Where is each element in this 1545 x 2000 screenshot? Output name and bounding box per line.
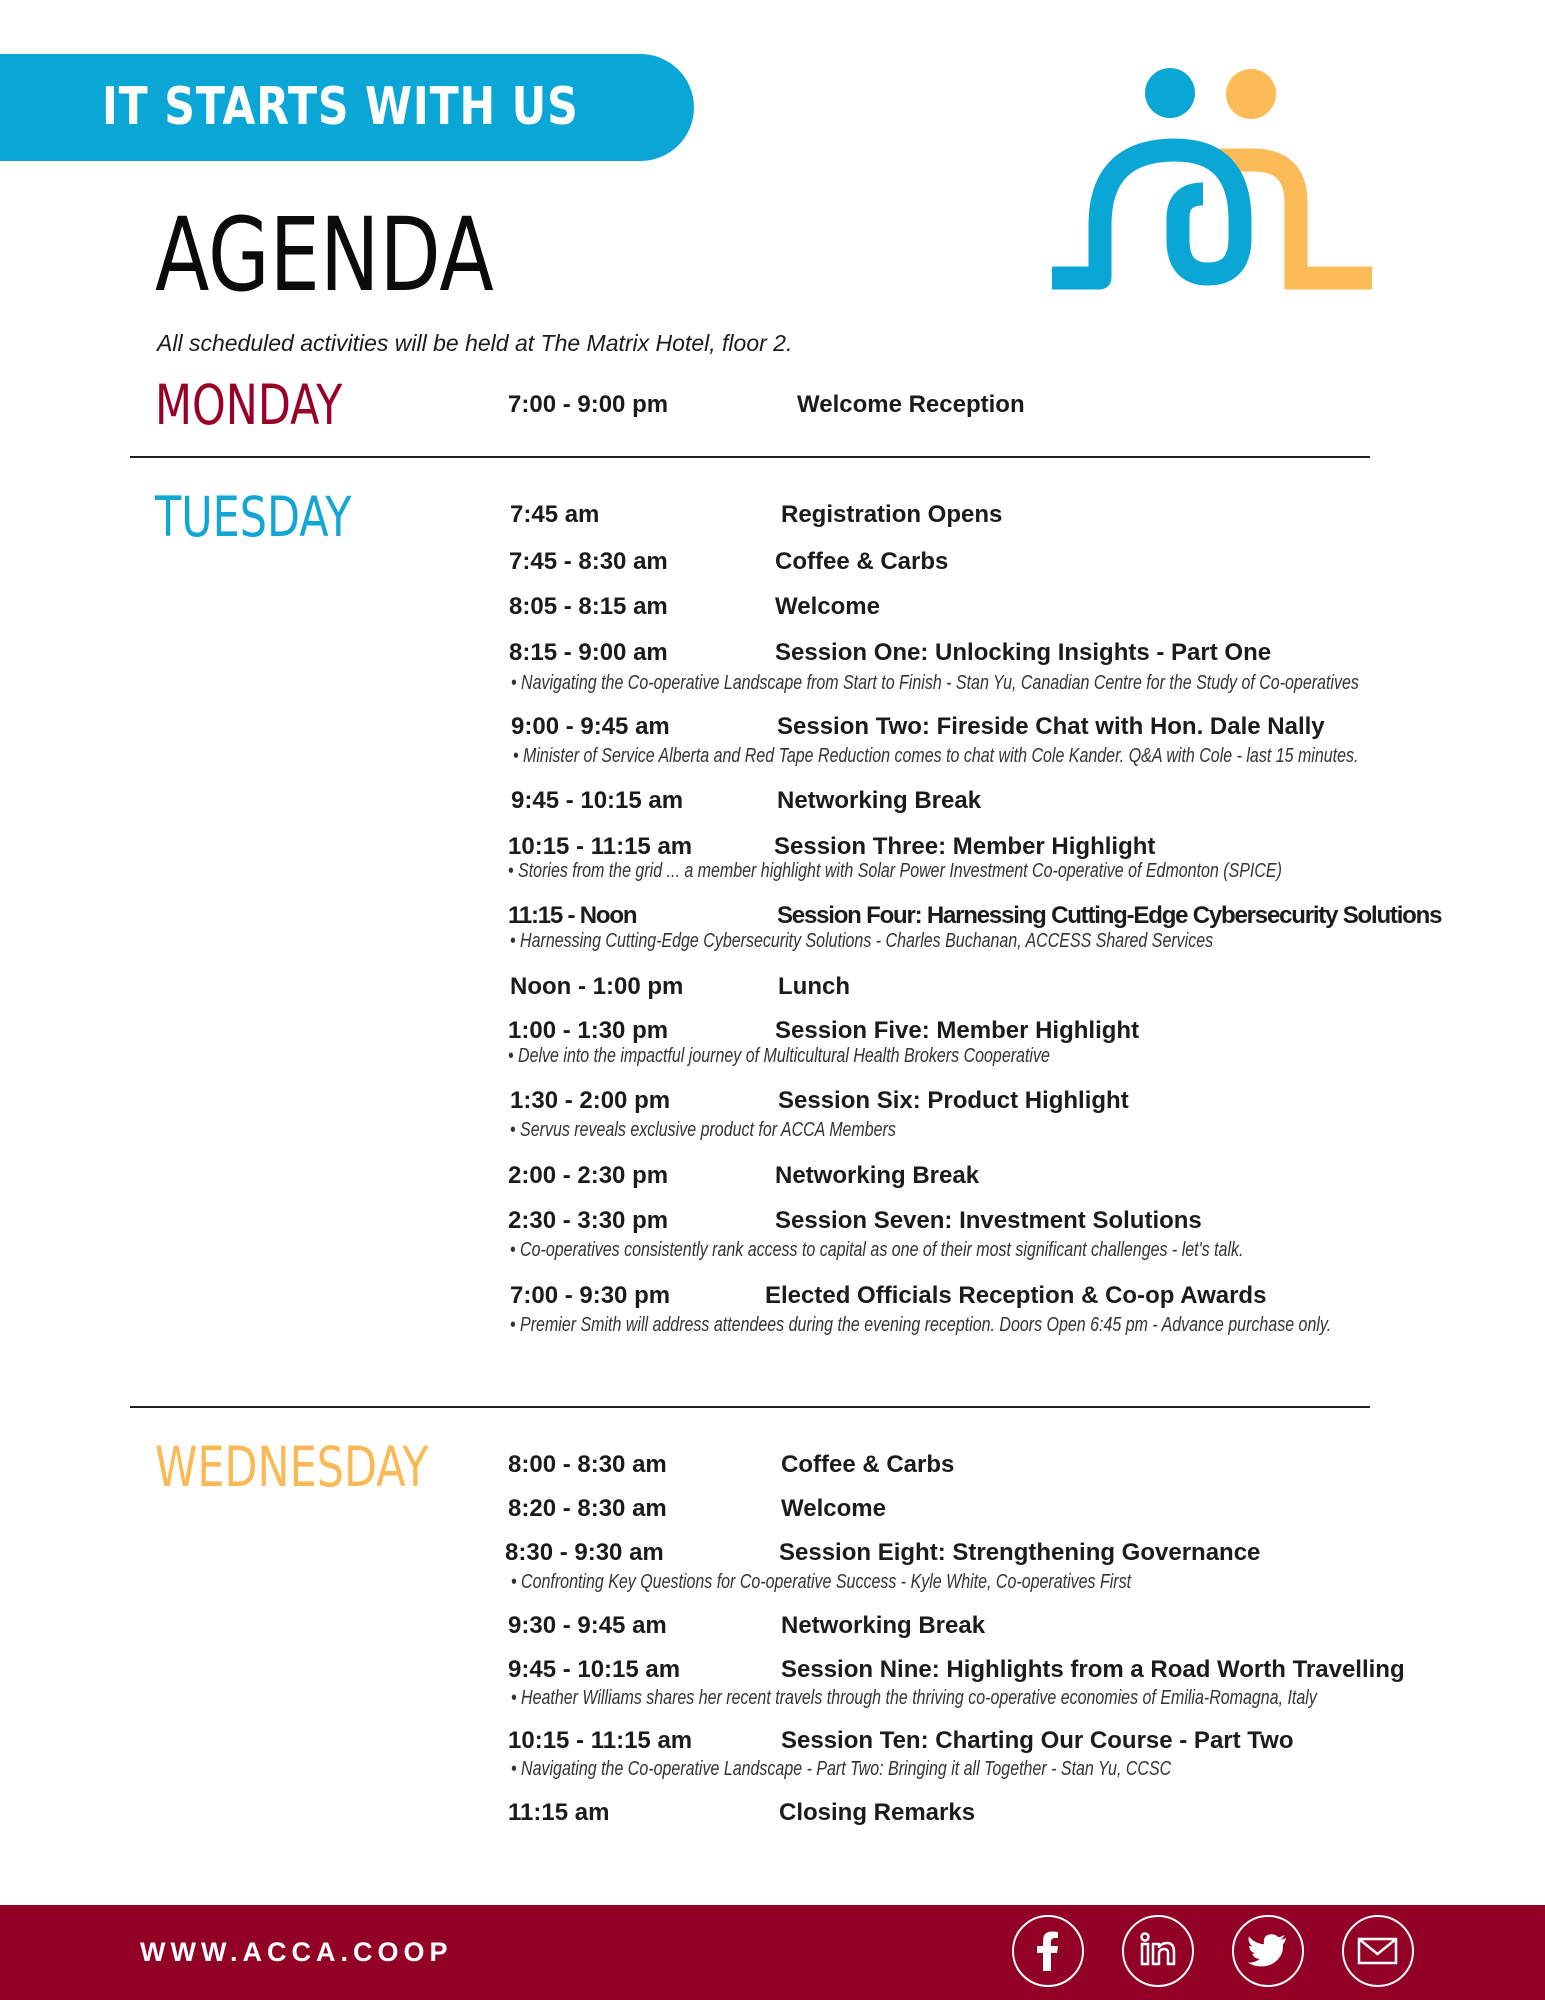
divider [130, 1406, 1370, 1408]
agenda-time: 8:30 - 9:30 am [505, 1539, 664, 1566]
agenda-time: 7:00 - 9:30 pm [510, 1282, 671, 1309]
agenda-event: Session Seven: Investment Solutions [775, 1207, 1202, 1234]
agenda-event: Closing Remarks [779, 1799, 976, 1826]
agenda-note: • Stories from the grid ... a member highlight with Solar Power Investment Co-operative of Edmonton (SPICE) [508, 860, 1282, 882]
agenda-time: 9:45 - 10:15 am [508, 1656, 681, 1683]
agenda-event: Welcome [775, 593, 880, 620]
header-banner [0, 54, 694, 161]
agenda-event: Elected Officials Reception & Co-op Awards [765, 1282, 1267, 1309]
agenda-note: • Navigating the Co-operative Landscape - Part Two: Bringing it all Together - Stan Yu, CCSC [511, 1758, 1172, 1780]
agenda-note: • Co-operatives consistently rank access to capital as one of their most significant challenges - let's talk. [510, 1239, 1244, 1261]
agenda-time: 8:15 - 9:00 am [509, 639, 668, 666]
agenda-time: 8:00 - 8:30 am [508, 1451, 667, 1478]
twitter-icon[interactable] [1232, 1915, 1304, 1987]
agenda-time: 2:30 - 3:30 pm [508, 1207, 669, 1234]
agenda-time: 7:45 am [510, 501, 600, 528]
day-heading-monday: MONDAY [155, 373, 343, 437]
agenda-time: Noon - 1:00 pm [510, 973, 684, 1000]
agenda-event: Coffee & Carbs [781, 1451, 955, 1478]
agenda-time: 11:15 am [508, 1799, 610, 1826]
agenda-event: Session Six: Product Highlight [778, 1087, 1129, 1114]
day-heading-wednesday: WEDNESDAY [155, 1435, 429, 1499]
banner-text: IT STARTS WITH US [102, 77, 579, 137]
agenda-note: • Confronting Key Questions for Co-operative Success - Kyle White, Co-operatives First [511, 1571, 1132, 1593]
agenda-time: 2:00 - 2:30 pm [508, 1162, 669, 1189]
agenda-time: 9:45 - 10:15 am [511, 787, 684, 814]
day-heading-tuesday: TUESDAY [155, 485, 352, 549]
agenda-time: 7:00 - 9:00 pm [508, 391, 669, 418]
agenda-event: Coffee & Carbs [775, 548, 949, 575]
agenda-event: Session Eight: Strengthening Governance [779, 1539, 1261, 1566]
agenda-time: 10:15 - 11:15 am [508, 833, 693, 860]
agenda-event: Session One: Unlocking Insights - Part One [775, 639, 1272, 666]
footer-bar [0, 1905, 1545, 2000]
agenda-event: Session Two: Fireside Chat with Hon. Dale Nally [777, 713, 1325, 740]
facebook-icon[interactable] [1012, 1915, 1084, 1987]
agenda-event: Networking Break [777, 787, 982, 814]
agenda-time: 8:20 - 8:30 am [508, 1495, 667, 1522]
agenda-event: Session Nine: Highlights from a Road Worth Travelling [781, 1656, 1405, 1683]
agenda-event: Lunch [778, 973, 850, 1000]
agenda-event: Welcome Reception [797, 391, 1025, 418]
agenda-time: 1:00 - 1:30 pm [508, 1017, 669, 1044]
agenda-event: Session Three: Member Highlight [774, 833, 1156, 860]
linkedin-icon[interactable] [1122, 1915, 1194, 1987]
venue-subtitle: All scheduled activities will be held at The Matrix Hotel, floor 2. [157, 330, 793, 356]
agenda-event: Networking Break [781, 1612, 986, 1639]
agenda-event: Welcome [781, 1495, 886, 1522]
page-title: AGENDA [155, 196, 494, 315]
agenda-note: • Servus reveals exclusive product for ACCA Members [510, 1119, 896, 1141]
agenda-event: Networking Break [775, 1162, 980, 1189]
agenda-time: 8:05 - 8:15 am [509, 593, 668, 620]
agenda-time: 1:30 - 2:00 pm [510, 1087, 671, 1114]
agenda-note: • Premier Smith will address attendees during the evening reception. Doors Open 6:45 pm - Advance purchase only. [510, 1314, 1332, 1336]
agenda-event: Registration Opens [781, 501, 1003, 528]
divider [130, 456, 1370, 458]
agenda-time: 9:00 - 9:45 am [511, 713, 670, 740]
agenda-event: Session Ten: Charting Our Course - Part Two [781, 1727, 1294, 1754]
agenda-event: Session Five: Member Highlight [775, 1017, 1140, 1044]
agenda-note: • Navigating the Co-operative Landscape from Start to Finish - Stan Yu, Canadian Centre for the Study of Co-operatives [511, 672, 1359, 694]
agenda-time: 9:30 - 9:45 am [508, 1612, 667, 1639]
agenda-event: Session Four: Harnessing Cutting-Edge Cybersecurity Solutions [777, 902, 1442, 929]
agenda-note: • Delve into the impactful journey of Multicultural Health Brokers Cooperative [508, 1045, 1050, 1067]
agenda-note: • Harnessing Cutting-Edge Cybersecurity Solutions - Charles Buchanan, ACCESS Shared Services [510, 930, 1214, 952]
agenda-time: 10:15 - 11:15 am [508, 1727, 693, 1754]
agenda-note: • Heather Williams shares her recent travels through the thriving co-operative economies of Emilia-Romagna, Italy [511, 1687, 1317, 1709]
agenda-time: 7:45 - 8:30 am [509, 548, 668, 575]
website-link[interactable]: WWW.ACCA.COOP [140, 1937, 453, 1967]
coop-logo-icon [1048, 60, 1378, 300]
email-icon[interactable] [1342, 1915, 1414, 1987]
agenda-note: • Minister of Service Alberta and Red Tape Reduction comes to chat with Cole Kander. Q&A with Cole - last 15 minutes. [513, 745, 1359, 767]
agenda-time: 11:15 - Noon [508, 902, 637, 929]
